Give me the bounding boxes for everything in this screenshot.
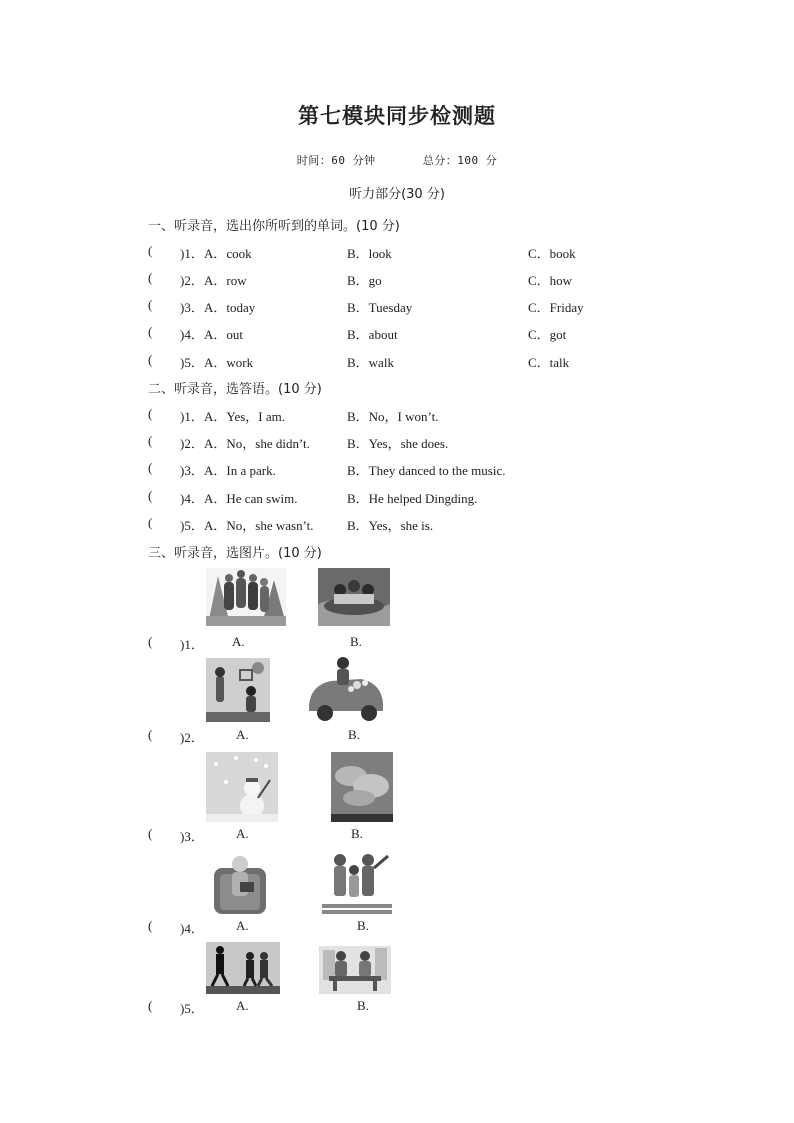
option-b: B. bbox=[350, 634, 362, 649]
option-b: B．They danced to the music. bbox=[347, 463, 506, 478]
listening-part-title: 听力部分(30 分) bbox=[349, 187, 445, 202]
option-c: C．how bbox=[528, 273, 573, 288]
answer-blank[interactable]: ( bbox=[148, 515, 153, 530]
option-a: A．out bbox=[204, 327, 244, 342]
option-b: B．Tuesday bbox=[347, 300, 413, 315]
option-a: A．Yes，I am. bbox=[204, 409, 286, 424]
answer-blank[interactable]: ( bbox=[148, 727, 153, 742]
question-number: )3． bbox=[180, 300, 204, 315]
question-number: )2． bbox=[180, 436, 204, 451]
option-a: A. bbox=[236, 998, 249, 1013]
answer-blank[interactable]: ( bbox=[148, 998, 153, 1013]
option-b: B. bbox=[357, 918, 369, 933]
section-1-heading: 一、听录音，选出你所听到的单词。(10 分) bbox=[148, 219, 400, 234]
option-a: A．No，she didn’t. bbox=[204, 436, 310, 451]
question-number: )2． bbox=[180, 730, 204, 745]
total-score: 总分：100 分 bbox=[422, 154, 498, 167]
section-2-heading: 二、听录音，选答语。(10 分) bbox=[148, 382, 322, 397]
option-b: B. bbox=[351, 826, 363, 841]
question-number: )5． bbox=[180, 518, 204, 533]
answer-blank[interactable]: ( bbox=[148, 918, 153, 933]
option-a: A．No，she wasn’t. bbox=[204, 518, 314, 533]
exam-meta bbox=[0, 152, 794, 168]
option-b: B．No，I won’t. bbox=[347, 409, 439, 424]
option-b: B. bbox=[357, 998, 369, 1013]
picture-4b-helping-cross-street bbox=[322, 850, 392, 916]
picture-1b-rafting bbox=[318, 568, 390, 626]
question-number: )1． bbox=[180, 246, 204, 261]
option-b: B．He helped Dingding. bbox=[347, 491, 478, 506]
answer-blank[interactable]: ( bbox=[148, 270, 153, 285]
question-number: )2． bbox=[180, 273, 204, 288]
answer-blank[interactable]: ( bbox=[148, 297, 153, 312]
picture-3a-snowman bbox=[206, 752, 278, 822]
option-a: A．row bbox=[204, 273, 247, 288]
option-b: B．Yes，she does. bbox=[347, 436, 449, 451]
option-b: B．about bbox=[347, 327, 398, 342]
option-a: A．In a park. bbox=[204, 463, 276, 478]
option-a: A. bbox=[236, 918, 249, 933]
question-number: )4． bbox=[180, 921, 204, 936]
answer-blank[interactable]: ( bbox=[148, 406, 153, 421]
answer-blank[interactable]: ( bbox=[148, 634, 153, 649]
section-3-heading: 三、听录音，选图片。(10 分) bbox=[148, 546, 322, 561]
option-c: C．Friday bbox=[528, 300, 584, 315]
option-b: B．Yes，she is. bbox=[347, 518, 434, 533]
picture-2a-playground bbox=[206, 658, 270, 722]
option-c: C．book bbox=[528, 246, 576, 261]
page-title: 第七模块同步检测题 bbox=[298, 104, 496, 128]
picture-1a-hikers-in-forest bbox=[206, 568, 286, 626]
answer-blank[interactable]: ( bbox=[148, 243, 153, 258]
answer-blank[interactable]: ( bbox=[148, 488, 153, 503]
option-a: A．He can swim. bbox=[204, 491, 298, 506]
option-a: A．cook bbox=[204, 246, 252, 261]
answer-blank[interactable]: ( bbox=[148, 460, 153, 475]
question-number: )4． bbox=[180, 491, 204, 506]
answer-blank[interactable]: ( bbox=[148, 433, 153, 448]
question-number: )3． bbox=[180, 829, 204, 844]
question-number: )1． bbox=[180, 637, 204, 652]
picture-2b-washing-car bbox=[303, 655, 387, 723]
option-a: A. bbox=[236, 727, 249, 742]
picture-5a-running-silhouettes bbox=[206, 942, 280, 994]
answer-blank[interactable]: ( bbox=[148, 324, 153, 339]
question-number: )1． bbox=[180, 409, 204, 424]
option-b: B. bbox=[348, 727, 360, 742]
time-limit: 时间：60 分钟 bbox=[296, 154, 376, 167]
picture-5b-people-on-bench bbox=[319, 946, 391, 994]
picture-4a-grandma-reading bbox=[210, 850, 270, 918]
option-a: A．today bbox=[204, 300, 256, 315]
option-a: A. bbox=[232, 634, 245, 649]
question-number: )5． bbox=[180, 1001, 204, 1016]
option-a: A．work bbox=[204, 355, 254, 370]
answer-blank[interactable]: ( bbox=[148, 352, 153, 367]
question-number: )5． bbox=[180, 355, 204, 370]
picture-3b-cloudy-sky bbox=[331, 752, 393, 822]
option-a: A. bbox=[236, 826, 249, 841]
option-b: B．walk bbox=[347, 355, 394, 370]
option-c: C．got bbox=[528, 327, 567, 342]
option-c: C．talk bbox=[528, 355, 570, 370]
question-number: )3． bbox=[180, 463, 204, 478]
answer-blank[interactable]: ( bbox=[148, 826, 153, 841]
question-number: )4． bbox=[180, 327, 204, 342]
option-b: B．go bbox=[347, 273, 382, 288]
option-b: B．look bbox=[347, 246, 392, 261]
